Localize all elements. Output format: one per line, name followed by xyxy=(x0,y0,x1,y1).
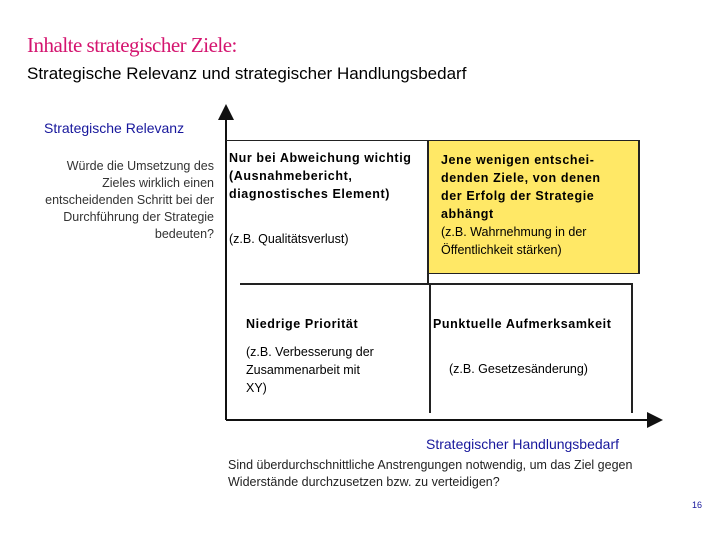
y-axis-description: Würde die Umsetzung des Zieles wirklich einen entscheidenden Schritt bei der Durchführung der Strategie bedeuten? xyxy=(45,159,214,241)
quadrant-example-line: (z.B. Wahrnehmung in der xyxy=(441,225,587,239)
quadrant-heading-line: diagnostisches Element) xyxy=(229,187,391,201)
quadrant-heading: Punktuelle Aufmerksamkeit xyxy=(433,317,612,331)
quadrant-heading-line: (Ausnahmebericht, xyxy=(229,169,353,183)
x-axis-description: Sind überdurchschnittliche Anstrengungen notwendig, um das Ziel gegen Widerstände durchzusetzen bzw. zu verteidigen? xyxy=(228,458,633,489)
quadrant-example-line: Zusammenarbeit mit xyxy=(246,363,360,377)
page-title: Inhalte strategischer Ziele: xyxy=(27,33,237,57)
quadrant-top-left xyxy=(226,140,429,283)
quadrant-example: (z.B. Qualitätsverlust) xyxy=(229,232,349,246)
quadrant-bottom-left xyxy=(240,283,431,413)
quadrant-example-line: XY) xyxy=(246,381,267,395)
x-axis-title: Strategischer Handlungsbedarf xyxy=(426,436,620,452)
quadrant-heading-line: denden Ziele, von denen xyxy=(441,171,601,185)
quadrant-heading-line: abhängt xyxy=(441,207,494,221)
quadrant-example-line: Öffentlichkeit stärken) xyxy=(441,243,562,257)
quadrant-heading-line: der Erfolg der Strategie xyxy=(441,189,595,203)
page-number: 16 xyxy=(692,500,703,510)
quadrant-example: (z.B. Gesetzesänderung) xyxy=(449,362,588,376)
quadrant-top-right xyxy=(429,140,640,274)
page-subtitle: Strategische Relevanz und strategischer Handlungsbedarf xyxy=(27,64,467,83)
quadrant-heading: Niedrige Priorität xyxy=(246,317,359,331)
quadrant-example-line: (z.B. Verbesserung der xyxy=(246,345,374,359)
quadrant-bottom-right xyxy=(431,283,633,413)
quadrant-heading-line: Jene wenigen entschei- xyxy=(441,153,595,167)
quadrant-heading-line: Nur bei Abweichung wichtig xyxy=(229,151,412,165)
y-axis-title: Strategische Relevanz xyxy=(44,120,185,136)
